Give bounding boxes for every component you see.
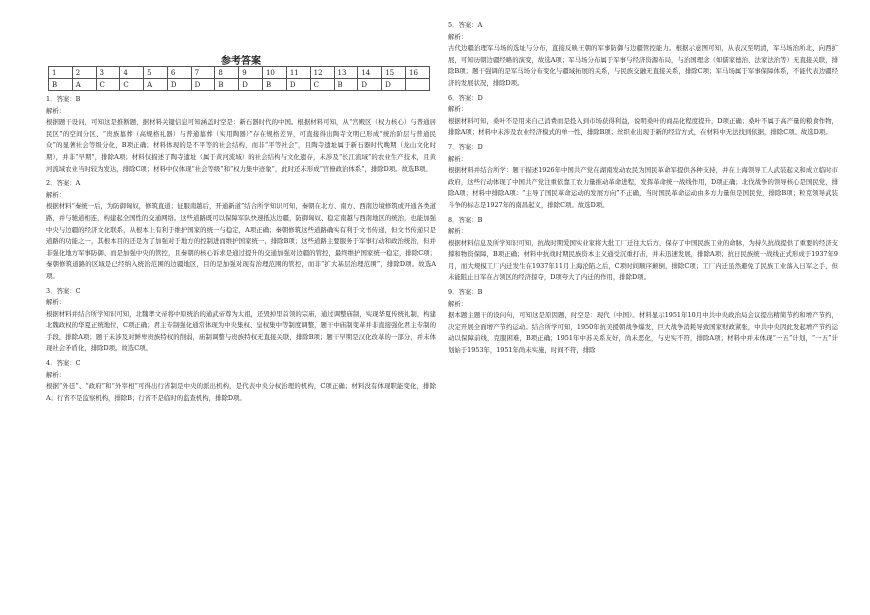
question-explanation [46, 178, 436, 282]
question-explanation [448, 20, 838, 90]
answer-line: 1．答案：B [46, 95, 81, 103]
answer-cell: B [215, 79, 239, 91]
question-number-cell: 6 [167, 67, 191, 79]
answer-cell: D [358, 79, 382, 91]
answer-line: 8．答案：B [448, 215, 483, 224]
answer-line: 5．答案：A [448, 21, 483, 29]
answer-table-number-row [49, 67, 430, 79]
question-explanation [46, 94, 436, 175]
explanation-text: 根据材料并结合所学：题干描述1926年中国共产党在湖南发动农民为国民革命军提供各种支持，并在上海领导工人武装起义和成立临时市政府，这些行动体现了中国共产党注重依靠工农力量推动革命进程，发挥革命统一战线作用，D项正确；北伐战争的领导核心是国民党，排除A项；材料中排除A项：“主导了国民革命运动的发展方向”不正确，当时国民革命运动由多方力量但是国民党，排除B项；粒克领导武装斗争的标志是1927年的南昌起义，排除C项。故选D项。 [448, 166, 838, 209]
explanation-text: 根据材料“秦统一后，为防御匈奴，修筑直道；征服南越后，开通新道”结合所学知识可知，秦朝在北方、南方、西南边境修筑或开通各类道路，并与驰道相连，构建起全国性的交通网络。这些道路既可以保障军队快速抵达边疆，防御匈奴、稳定南越与西南地区的统治，也能加强中央与边疆的经济文化联系，从根本上有利于维护国家的统一与稳定，A项正确；秦朝修筑这些道路确实有利于文书传递，但文书传递只是道路的功能之一，其根本目的还是为了加强对于地方的控制进而维护国家统一，排除B项；这些道路主要服务于军事行动和政治统治，但并非强化地方军事防御、而是加强中央的管控，且秦朝的核心诉求是通过提升的交通加强对边疆的管控，最终维护国家统一稳定，排除C项；秦朝修筑道路的区域是已经纳入统治范围的边疆地区，目的是加强对现有治理范围的管控，而非“扩大基层治理范围”，排除D项。故选A项。 [46, 202, 436, 280]
question-explanation [46, 358, 436, 404]
question-explanation [448, 142, 838, 212]
answer-cell: D [286, 79, 310, 91]
question-number-cell: 7 [191, 67, 215, 79]
question-number-cell: 5 [144, 67, 168, 79]
explanation-text: 根据材料可知，桑叶不是用来自己消费而是投入到市场获得利益，说明桑叶的商品化程度提升，D项正确；桑叶不属于高产量的粮食作物，排除A项；材料中未涉及农业经济模式的单一性，排除B项；丝织业出现于新的经营方式，在材料中无法找到依据，排除C项。故选D项。 [448, 116, 838, 137]
analysis-label: 解析： [448, 227, 468, 236]
explanation-text: 据本题主题干的设问句，可知这是原因题，时空是：现代（中国）。材料显示1951年10月中共中央政治局会议提出精简节约和增产节约，决定开展全面增产节约运动。结合所学可知，1950年抗美援朝战争爆发，巨大战争消耗导致国家财政紧张，中共中央因此发起增产节约运动以保障前线，克服困难，B项正确；1951年中苏关系友好，尚未恶化，与史实不符，排除A项；材料中并未体现“一五”计划，“一五”计划始于1953年，1951年尚未实施，时间不符，排除 [448, 311, 838, 355]
explanation-text: 根据题干设问，可知这是推断题，据材料关键信息可知涵盖时空是：新石器时代的中国。根据材料可知，从“宫殿区（权力核心）与普通居民区”的空间分区、“贵族墓葬（高规格礼器）与普通墓葬（实用陶器）”存在规格差异，可直接得出陶寺文明已形成“统治阶层与普通民众”的显著社会等级分化，B项正确；材料体现的是不平等的社会结构，而非“平等社会”，且陶寺遗址属于新石器时代晚期（龙山文化时期），并非“早期”，排除A项；材料仅描述了陶寺遗址（属于黄河流域）的社会结构与文化遗存，未涉及“长江流域”的农业生产技术，且黄河流域农业当时较为发达，排除C项；材料中仅体现“社会等级”和“权力集中迹象”，此时还未形成“官僚政治体系”，排除D项。故选B项。 [46, 118, 436, 173]
right-question-list [448, 20, 838, 357]
question-number-cell: 14 [358, 67, 382, 79]
answer-table-answer-row [49, 79, 430, 91]
question-number-cell: 13 [334, 67, 358, 79]
question-explanation [46, 286, 436, 356]
question-number-cell: 10 [262, 67, 286, 79]
answer-cell: C [120, 79, 144, 91]
answer-cell: B [262, 79, 286, 91]
answer-cell: B [49, 79, 73, 91]
answer-cell: D [167, 79, 191, 91]
answer-cell: D [382, 79, 406, 91]
question-number-cell: 4 [120, 67, 144, 79]
question-explanation [448, 93, 838, 139]
left-question-list [46, 94, 436, 404]
question-explanation [448, 287, 838, 357]
answer-cell: D [191, 79, 215, 91]
question-number-cell: 12 [310, 67, 334, 79]
explanation-text: 根据“外廷”、“政府”和“外宰相”可得出行省制是中央的派出机构，是代表中央分权治理的机构，C项正确；材料没有体现职能变化，排除A；行省不是监察机构，排除B；行省不是临时的监查机构，排除D项。 [46, 382, 436, 402]
analysis-label: 解析： [46, 106, 66, 115]
question-explanation [448, 215, 838, 285]
answer-cell: C [310, 79, 334, 91]
answer-cell: D [239, 79, 263, 91]
analysis-label: 解析： [448, 105, 468, 114]
analysis-label: 解析： [46, 370, 66, 379]
answer-line: 7．答案：D [448, 142, 483, 151]
answer-cell: A [72, 79, 96, 91]
answer-line: 3．答案：C [46, 286, 81, 295]
answer-table [48, 66, 430, 91]
analysis-label: 解析： [46, 298, 66, 307]
question-number-cell: 1 [49, 67, 73, 79]
question-number-cell: 3 [96, 67, 120, 79]
right-column [448, 0, 838, 357]
analysis-label: 解析： [448, 299, 468, 308]
explanation-text: 根据材料并结合所学知识可知，北魏孝文帝将中原统治的通武帝尊为太祖，还毁掉里首领的宗庙，通过调整庙制，实现华夏传统礼制，构建北魏政权的华夏正统地位，C项正确；君主专制强化通常体现为中央集权、皇权集中等制度调整，题干中庙制变革并非直接强化君主专制的手段，排除A项；题干未涉及对鲜卑贵族特权的削弱，庙制调整与贵族特权无直接关联，排除B项；题干早期是汉化改革的一部分，并未体现社会矛盾化，排除D项。故选C项。 [46, 309, 436, 353]
question-number-cell: 9 [239, 67, 263, 79]
answer-cell [406, 79, 430, 91]
answer-line: 4．答案：C [46, 359, 81, 368]
analysis-label: 解析： [448, 32, 468, 41]
left-column [46, 0, 436, 404]
question-number-cell: 16 [406, 67, 430, 79]
answer-line: 2．答案：A [46, 179, 81, 188]
analysis-label: 解析： [46, 190, 66, 199]
explanation-text: 古代边疆治理军马场的选址与分布，直接反映王朝的军事防御与边疆管控能力。根据示意图可知，从表汉至明清，军马场治所北、向西扩展，可知历朝边疆经略的演变，故选A项；军马场分布属于军事与经济资源布局，与治国理念（如儒家德治、法家法治等）无直接关联，排除B项；题干强调的是军马场分布变化与疆域拓展的关系，与民族交融无直接关系，排除C项；军马场属于军事保障体系，不能代表边疆经济的发展状况，排除D项。 [448, 44, 838, 87]
answer-cell: C [96, 79, 120, 91]
page-title: 参考答案 [221, 56, 261, 67]
question-number-cell: 15 [382, 67, 406, 79]
question-number-cell: 2 [72, 67, 96, 79]
answer-cell: B [334, 79, 358, 91]
explanation-text: 根据材料信息及所学知识可知，抗战时期爱国实业家将大批工厂迁往大后方，保存了中国民族工业的命脉，为持久抗战提供了重要的经济支撑和物资保障，B项正确；材料中抗战时期民族资本主义通受沉重打击，并未迅速发展，排除A项；抗日民族统一战线正式形成于1937年9月，而大规模工厂内迁发生在1937年11月上海沦陷之后，C项时间顺序颠倒，排除C项；工厂内迁虽然避免了民族工业落入日军之手，但未能阻止日军在占领区的经济掠夺，D项夸大了内迁的作用，排除D项。 [448, 238, 838, 282]
answer-cell: A [144, 79, 168, 91]
question-number-cell: 8 [215, 67, 239, 79]
answer-line: 9．答案：B [448, 288, 483, 297]
question-number-cell: 11 [286, 67, 310, 79]
answer-line: 6．答案：D [448, 93, 483, 102]
analysis-label: 解析： [448, 154, 468, 163]
